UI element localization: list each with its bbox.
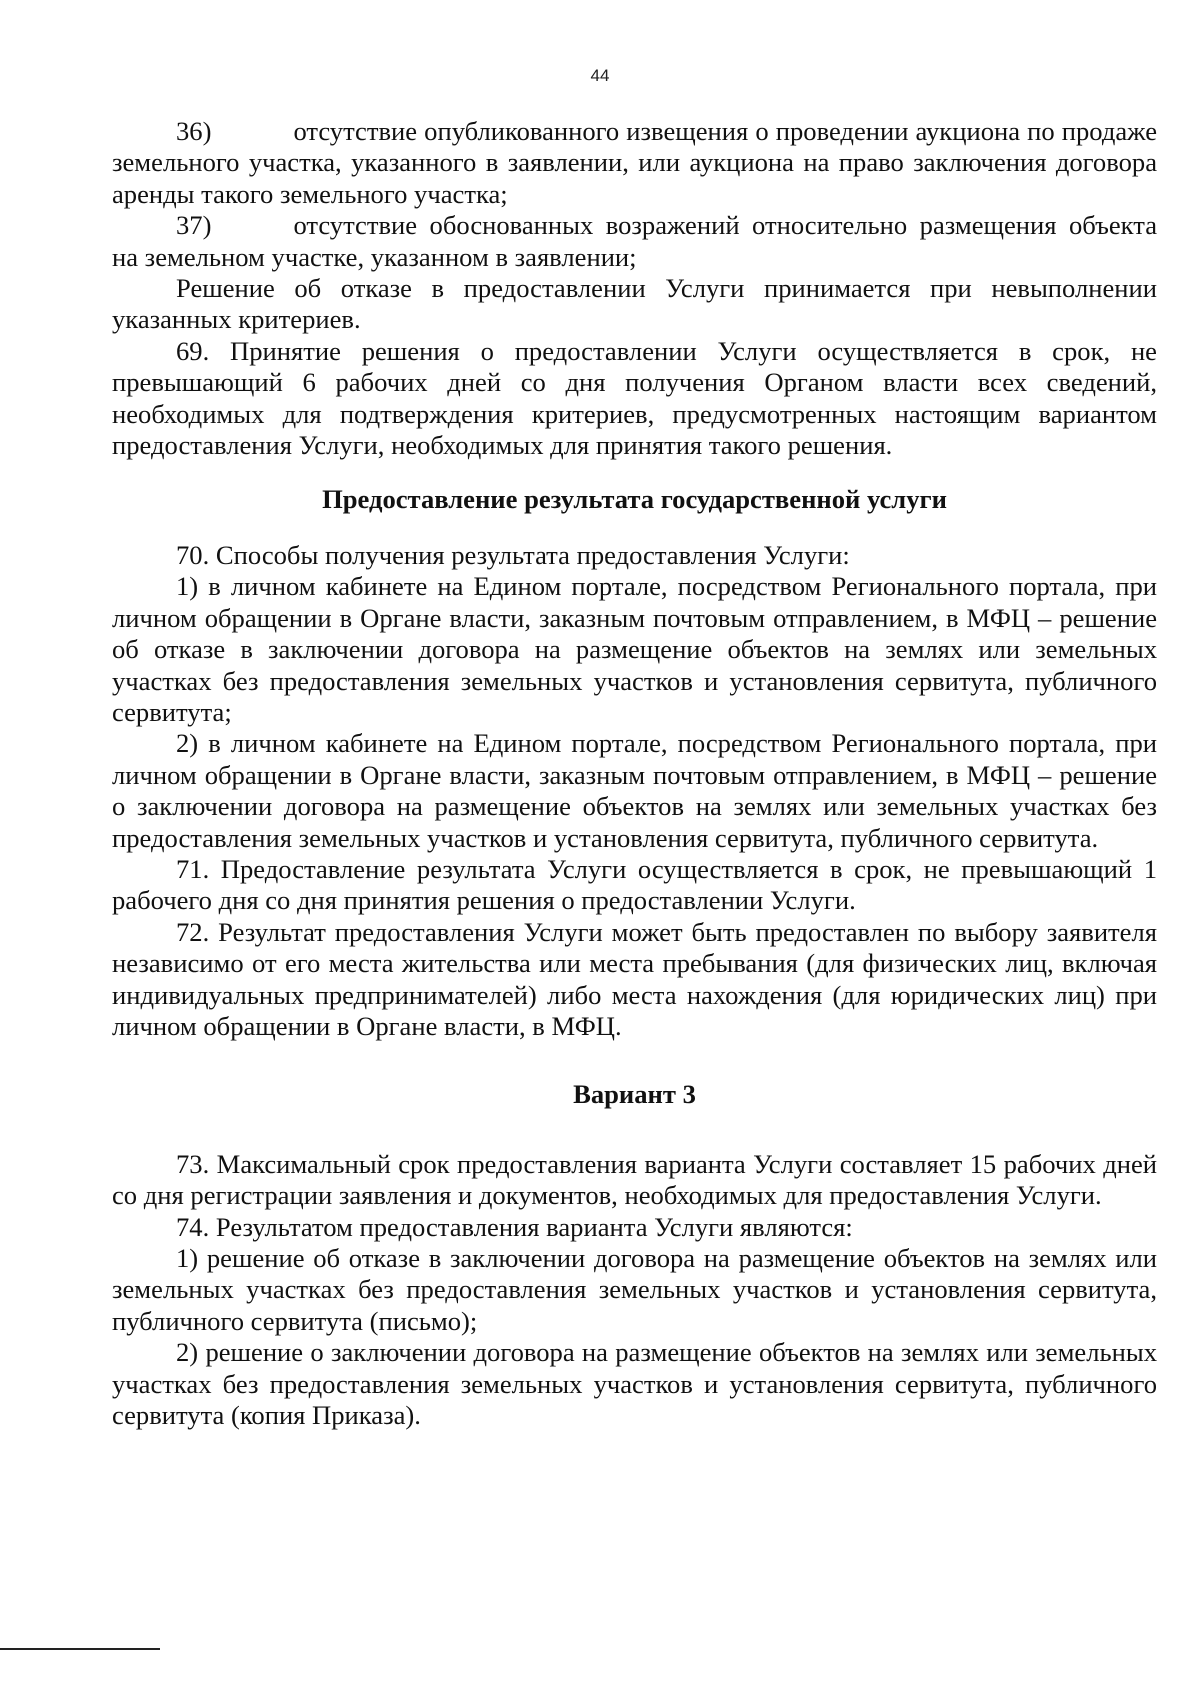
item-text: отсутствие обоснованных возражений относительно размещения объекта на земельном участке, указанном в заявлении; bbox=[112, 210, 1157, 272]
section-heading-result: Предоставление результата государственной услуги bbox=[322, 484, 947, 515]
paragraph-74-2: 2) решение о заключении договора на размещение объектов на землях или земельных участках без предоставления земельных участков и установления сервитута, публичного сервитута (копия Приказа). bbox=[112, 1337, 1157, 1431]
paragraph-74-1: 1) решение об отказе в заключении договора на размещение объектов на землях или земельных участках без предоставления земельных участков и установления сервитута, публичного сервитута (письмо); bbox=[112, 1243, 1157, 1336]
paragraph-refusal-decision: Решение об отказе в предоставлении Услуги принимается при невыполнении указанных критериев. bbox=[112, 273, 1157, 335]
paragraph-69: 69. Принятие решения о предоставлении Услуги осуществляется в срок, не превышающий 6 рабочих дней со дня получения Органом власти всех сведений, необходимых для подтверждения критериев, предусмотренных настоящим вариантом предоставления Услуги, необходимых для принятия такого решения. bbox=[112, 335, 1157, 461]
paragraph-70-1: 1) в личном кабинете на Едином портале, посредством Регионального портала, при личном обращении в Органе власти, заказным почтовым отправлением, в МФЦ – решение об отказе в заключении договора на размещение объектов на землях или земельных участках без предоставления земельных участков и установления сервитута, публичного сервитута; bbox=[112, 571, 1157, 727]
paragraph-72: 72. Результат предоставления Услуги может быть предоставлен по выбору заявителя независимо от его места жительства или места пребывания (для физических лиц, включая индивидуальных предпринимателей) либо места нахождения (для юридических лиц) при личном обращении в Органе власти, в МФЦ. bbox=[112, 916, 1157, 1041]
document-body bbox=[112, 116, 1157, 1431]
list-item-37 bbox=[112, 210, 1157, 273]
item-number: 37) bbox=[176, 210, 212, 241]
list-item-36 bbox=[112, 116, 1157, 210]
item-text: отсутствие опубликованного извещения о проведении аукциона по продаже земельного участка, указанного в заявлении, или аукциона на право заключения договора аренды такого земельного участка; bbox=[112, 116, 1157, 209]
item-number: 36) bbox=[176, 116, 212, 146]
paragraph-70: 70. Способы получения результата предоставления Услуги: bbox=[176, 539, 850, 570]
paragraph-70-2: 2) в личном кабинете на Едином портале, посредством Регионального портала, при личном обращении в Органе власти, заказным почтовым отправлением, в МФЦ – решение о заключении договора на размещение объектов на землях или земельных участках без предоставления земельных участков и установления сервитута, публичного сервитута. bbox=[112, 728, 1157, 853]
footer-rule bbox=[0, 1648, 160, 1650]
paragraph-73: 73. Максимальный срок предоставления варианта Услуги составляет 15 рабочих дней со дня регистрации заявления и документов, необходимых для предоставления Услуги. bbox=[112, 1148, 1157, 1211]
section-heading-variant-3: Вариант 3 bbox=[573, 1079, 696, 1110]
paragraph-74: 74. Результатом предоставления варианта Услуги являются: bbox=[176, 1211, 853, 1242]
page-number: 44 bbox=[590, 66, 610, 85]
paragraph-71: 71. Предоставление результата Услуги осуществляется в срок, не превышающий 1 рабочего дня со дня принятия решения о предоставлении Услуги. bbox=[112, 853, 1157, 916]
